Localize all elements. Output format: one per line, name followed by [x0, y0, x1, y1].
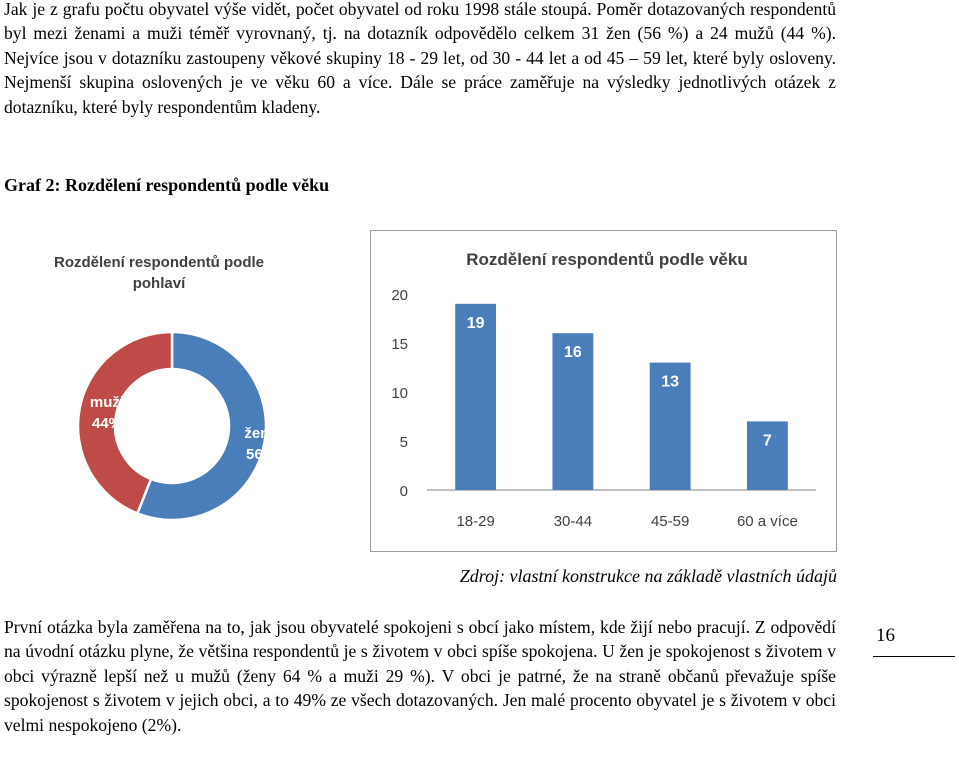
bar-chart-title: Rozdělení respondentů podle věku	[466, 250, 748, 269]
y-tick-label: 15	[391, 336, 408, 353]
pie-label-zeny: ženy	[244, 425, 278, 442]
gender-donut-chart	[40, 238, 310, 538]
pie-title-line-2: pohlaví	[132, 275, 186, 292]
pie-value-muzi: 44%	[91, 415, 123, 432]
x-tick-label: 60 a více	[736, 513, 798, 530]
pie-title-line-1: Rozdělení respondentů podle	[53, 254, 265, 271]
pie-value-zeny: 56%	[245, 446, 277, 463]
y-tick-label: 0	[399, 483, 408, 500]
bar-value-label: 16	[563, 344, 582, 362]
y-tick-label: 20	[391, 287, 408, 304]
x-tick-label: 45-59	[650, 513, 690, 530]
source-note: Zdroj: vlastní konstrukce na základě vlastních údajů	[459, 566, 837, 586]
page-number-rule	[873, 656, 955, 657]
figure-heading: Graf 2: Rozdělení respondentů podle věku	[4, 175, 330, 195]
body-paragraph: První otázka byla zaměřena na to, jak jsou obyvatelé spokojeni s obcí jako místem, kde žijí nebo pracují. Z odpovědí na úvodní otázku plyne, že většina respondentů je s životem v obci spíše spokojena. U žen je spokojenost s životem v obci výrazně lepší než u mužů (ženy 64 % a muži 29 %). V obci je patrné, že na straně občanů převažuje spíše spokojenost s životem v jejich obci, a to 49% ze všech dotazovaných. Jen malé procento obyvatel je s životem v obci velmi nespokojeno (2%).	[4, 617, 836, 735]
x-tick-label: 30-44	[553, 513, 593, 530]
intro-paragraph: Jak je z grafu počtu obyvatel výše vidět, počet obyvatel od roku 1998 stále stoupá. Poměr dotazovaných respondentů byl mezi ženami a muži téměř vyrovnaný, tj. na dotazník odpovědělo celkem 31 žen (56 %) a 24 mužů (44 %). Nejvíce jsou v dotazníku zastoupeny věkové skupiny 18 - 29 let, od 30 - 44 let a od 45 – 59 let, které byly osloveny. Nejmenší skupina oslovených je ve věku 60 a více. Dále se práce zaměřuje na výsledky jednotlivých otázek z dotazníku, které byly respondentům kladeny.	[4, 0, 836, 117]
y-tick-label: 5	[399, 434, 408, 451]
age-bar-chart	[370, 230, 837, 552]
bar-value-label: 13	[661, 373, 680, 391]
y-tick-label: 10	[391, 385, 408, 402]
x-tick-label: 18-29	[456, 513, 495, 530]
bar-value-label: 7	[762, 432, 772, 450]
bar-value-label: 19	[466, 314, 485, 332]
page-number: 16	[876, 625, 895, 646]
pie-label-muzi: muži	[89, 394, 125, 411]
bar-chart-frame	[371, 231, 837, 552]
